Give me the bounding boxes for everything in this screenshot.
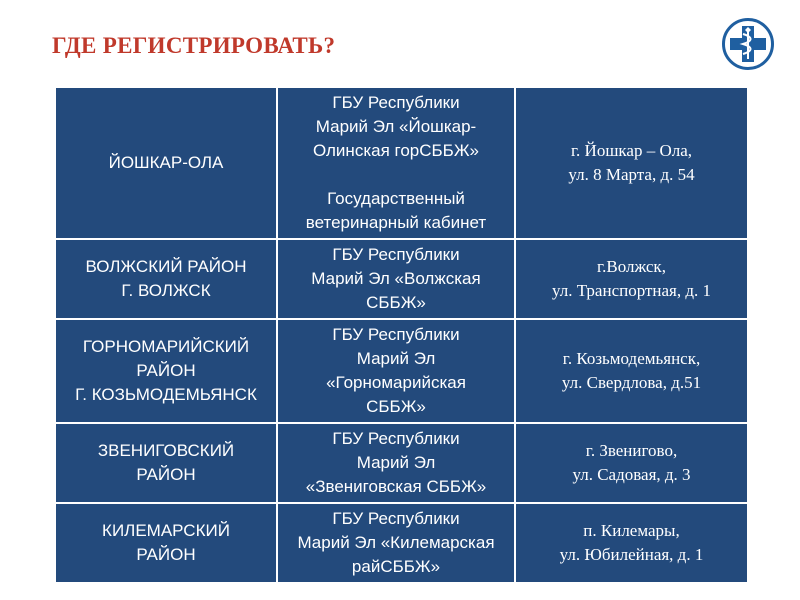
address-cell: п. Килемары, ул. Юбилейная, д. 1	[515, 503, 748, 583]
organization-cell: ГБУ Республики Марий Эл «Горномарийская СББЖ»	[277, 319, 515, 423]
registration-table	[54, 86, 749, 584]
table-row	[55, 503, 748, 583]
region-cell: ЗВЕНИГОВСКИЙ РАЙОН	[55, 423, 277, 503]
page-title: ГДЕ РЕГИСТРИРОВАТЬ?	[52, 33, 336, 58]
region-cell: КИЛЕМАРСКИЙ РАЙОН	[55, 503, 277, 583]
address-cell: г.Волжск, ул. Транспортная, д. 1	[515, 239, 748, 319]
table-row	[55, 319, 748, 423]
organization-cell: ГБУ Республики Марий Эл «Звениговская СББЖ»	[277, 423, 515, 503]
region-cell: ЙОШКАР-ОЛА	[55, 87, 277, 239]
table-row	[55, 423, 748, 503]
region-cell: ВОЛЖСКИЙ РАЙОН Г. ВОЛЖСК	[55, 239, 277, 319]
address-cell: г. Козьмодемьянск, ул. Свердлова, д.51	[515, 319, 748, 423]
organization-cell: ГБУ Республики Марий Эл «Волжская СББЖ»	[277, 239, 515, 319]
organization-cell: ГБУ Республики Марий Эл «Килемарская райСББЖ»	[277, 503, 515, 583]
veterinary-cross-logo-icon	[722, 18, 774, 70]
table-row	[55, 239, 748, 319]
address-cell: г. Йошкар – Ола, ул. 8 Марта, д. 54	[515, 87, 748, 239]
table-row	[55, 87, 748, 239]
organization-cell: ГБУ Республики Марий Эл «Йошкар- Олинская горСББЖ» Государственный ветеринарный кабинет	[277, 87, 515, 239]
region-cell: ГОРНОМАРИЙСКИЙ РАЙОН Г. КОЗЬМОДЕМЬЯНСК	[55, 319, 277, 423]
address-cell: г. Звенигово, ул. Садовая, д. 3	[515, 423, 748, 503]
